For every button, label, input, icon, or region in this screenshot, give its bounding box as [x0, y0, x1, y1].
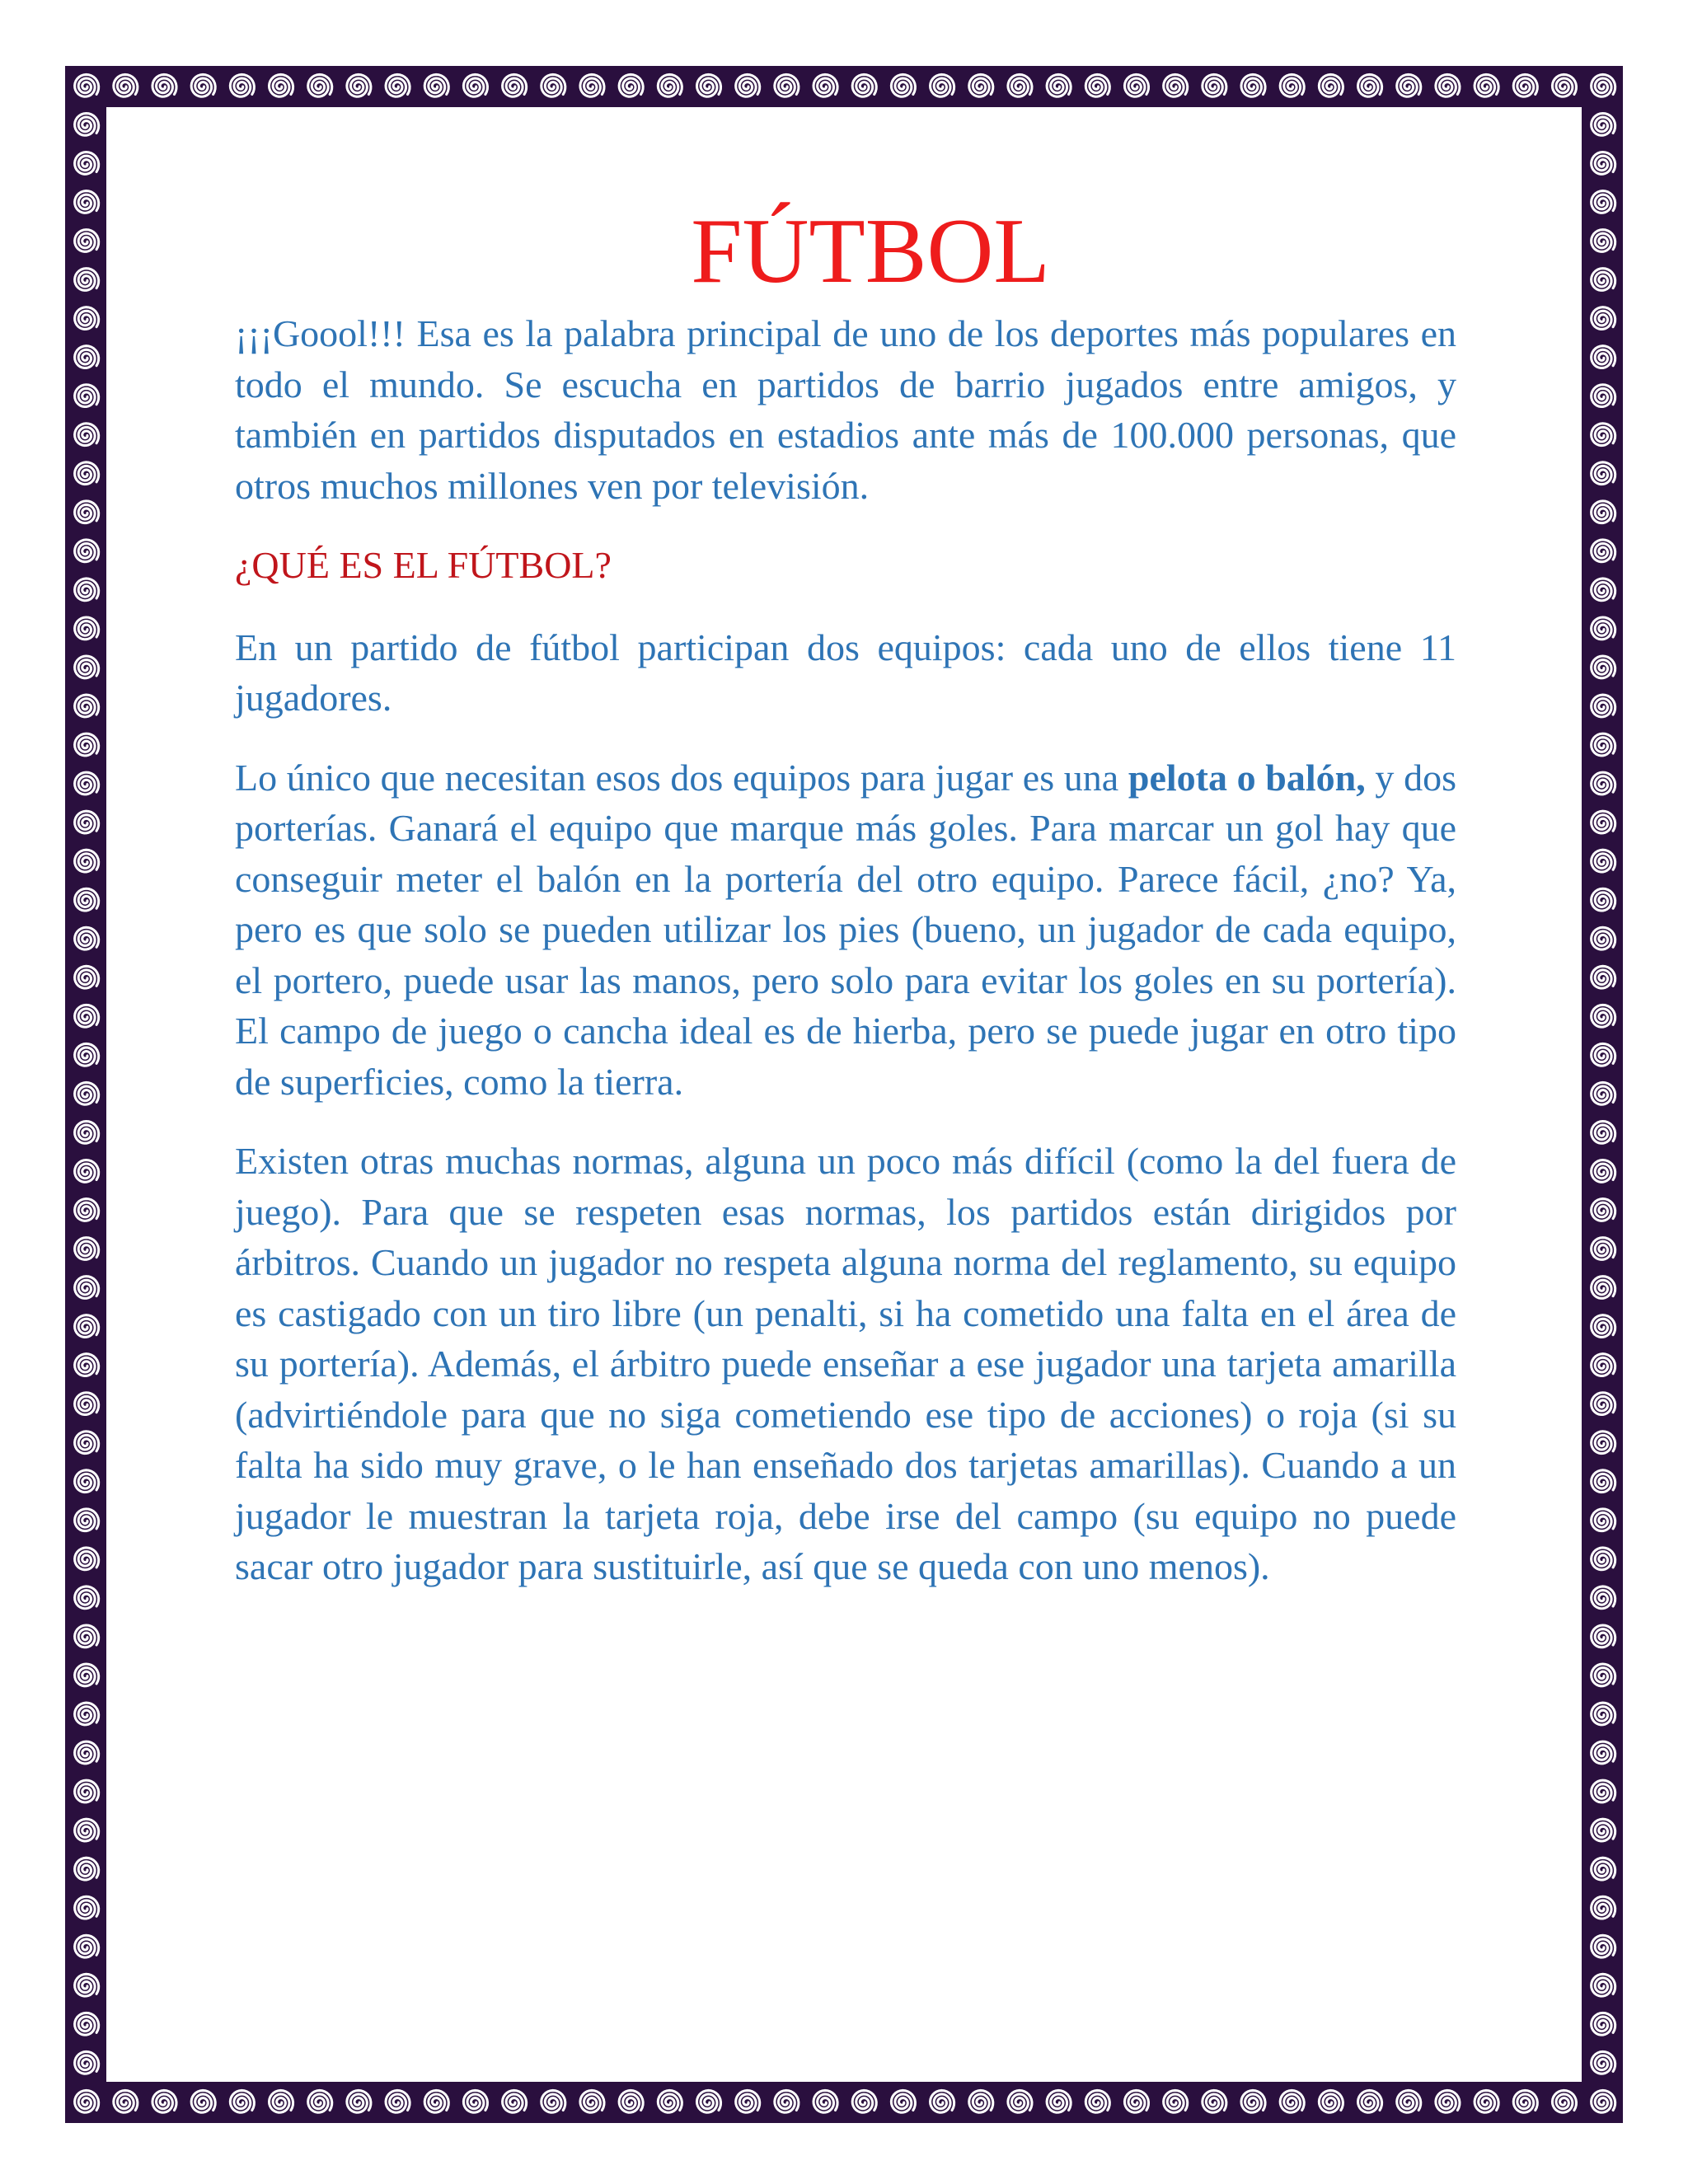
document-body	[235, 198, 1456, 1621]
rules-paragraph: Existen otras muchas normas, alguna un poco más difícil (como la del fuera de juego). Para que se respeten esas normas, los partidos están dirigidos por árbitros. Cuando un jugador no respeta alguna norma del reglamento, su equipo es castigado con un tiro libre (un penalti, si ha cometido una falta en el área de su portería). Además, el árbitro puede enseñar a ese jugador una tarjeta amarilla (advirtiéndole para que no siga cometiendo ese tipo de acciones) o roja (si su falta ha sido muy grave, o le han enseñado dos tarjetas amarillas). Cuando a un jugador le muestran la tarjeta roja, debe irse del campo (su equipo no puede sacar otro jugador para sustituirle, así que se queda con uno menos).	[235, 1140, 1456, 1587]
ball-paragraph-bold: pelota o balón,	[1128, 756, 1366, 799]
ball-paragraph	[235, 752, 1456, 1108]
section-heading: ¿QUÉ ES EL FÚTBOL?	[235, 544, 612, 586]
ball-paragraph-start: Lo único que necesitan esos dos equipos para jugar es una	[235, 756, 1128, 799]
page-title: FÚTBOL	[691, 200, 1050, 302]
intro-paragraph: ¡¡¡Goool!!! Esa es la palabra principal de uno de los deportes más populares en todo el mundo. Se escucha en partidos de barrio jugados entre amigos, y también en partidos disputados en estadios ante más de 100.000 personas, que otros muchos millones ven por televisión.	[235, 312, 1456, 507]
teams-paragraph: En un partido de fútbol participan dos equipos: cada uno de ellos tiene 11 jugadores.	[235, 626, 1456, 719]
ball-paragraph-end: y dos porterías. Ganará el equipo que marque más goles. Para marcar un gol hay que conseguir meter el balón en la portería del otro equipo. Parece fácil, ¿no? Ya, pero es que solo se pueden utilizar los pies (bueno, un jugador de cada equipo, el portero, puede usar las manos, pero solo para evitar los goles en su portería). El campo de juego o cancha ideal es de hierba, pero se puede jugar en otro tipo de superficies, como la tierra.	[235, 756, 1456, 1103]
